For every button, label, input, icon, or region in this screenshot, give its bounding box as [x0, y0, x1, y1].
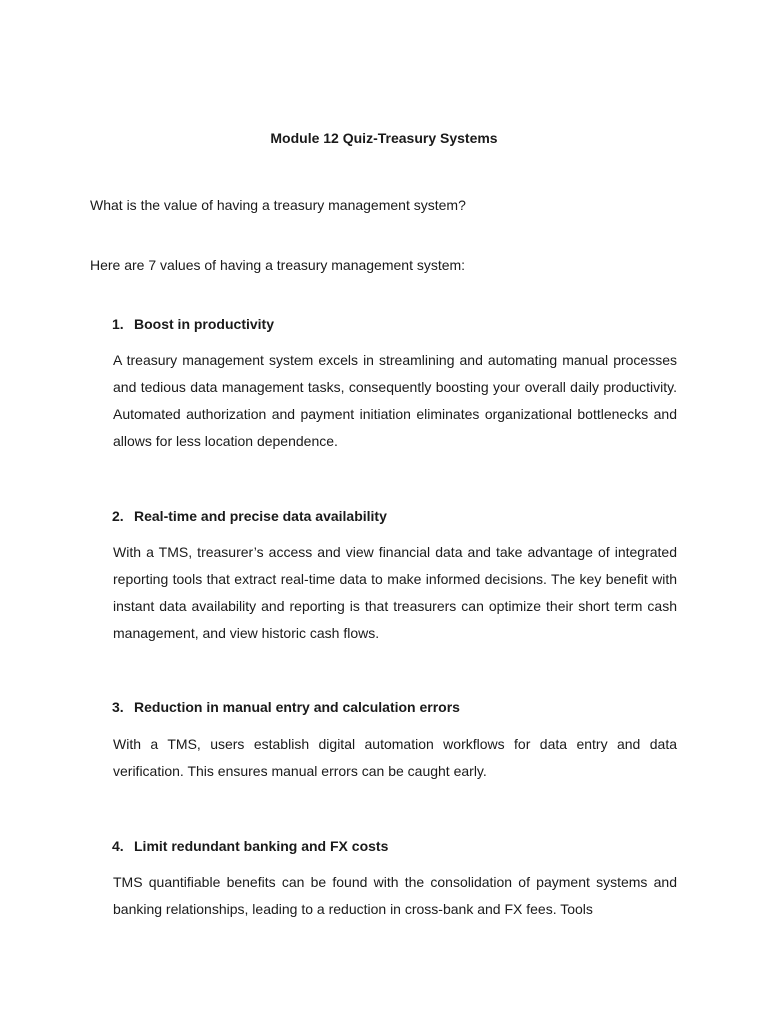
- item-heading-text: Limit redundant banking and FX costs: [134, 838, 389, 854]
- item-body: With a TMS, users establish digital automation workflows for data entry and data verification. This ensures manual errors can be caught early.: [113, 736, 677, 779]
- item-body: TMS quantifiable benefits can be found with the consolidation of payment systems and banking relationships, leading to a reduction in cross-bank and FX fees. Tools: [113, 874, 677, 917]
- item-heading-text: Boost in productivity: [134, 316, 274, 332]
- item-number: 1.: [112, 316, 124, 332]
- item-heading: [112, 316, 274, 332]
- item-number: 3.: [112, 699, 124, 715]
- page-title: Module 12 Quiz-Treasury Systems: [270, 130, 498, 146]
- item-body: With a TMS, treasurer’s access and view financial data and take advantage of integrated reporting tools that extract real-time data to make informed decisions. The key benefit with instant data availability and reporting is that treasurers can optimize their short term cash management, and view historic cash flows.: [113, 544, 677, 641]
- item-heading-text: Real-time and precise data availability: [134, 508, 387, 524]
- item-heading-text: Reduction in manual entry and calculation errors: [134, 699, 460, 715]
- item-heading: [112, 508, 387, 524]
- item-heading: [112, 699, 460, 715]
- item-body: A treasury management system excels in streamlining and automating manual processes and tedious data management tasks, consequently boosting your overall daily productivity. Automated authorization and payment initiation eliminates organizational bottlenecks and allows for less location dependence.: [113, 352, 677, 449]
- item-number: 2.: [112, 508, 124, 524]
- item-number: 4.: [112, 838, 124, 854]
- question-text: What is the value of having a treasury management system?: [90, 197, 466, 213]
- intro-text: Here are 7 values of having a treasury management system:: [90, 257, 466, 273]
- item-heading: [112, 838, 388, 854]
